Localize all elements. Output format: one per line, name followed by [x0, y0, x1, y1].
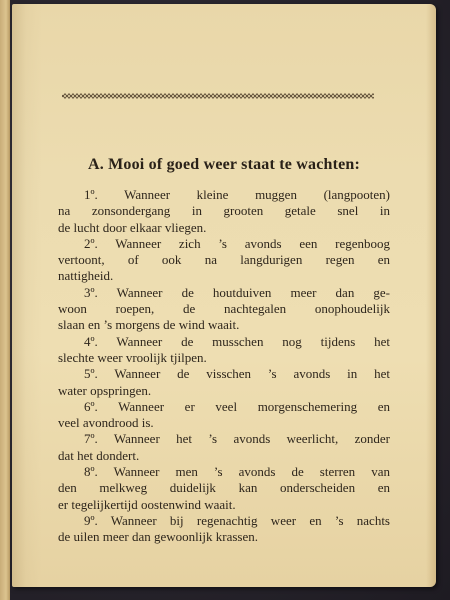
- previous-page-edge: [0, 0, 10, 600]
- list-item: [58, 464, 390, 513]
- list-item: [58, 513, 390, 546]
- list-item-first-line: 4º. Wanneer de musschen nog tijdens het: [84, 333, 390, 349]
- list-item: [58, 334, 390, 367]
- list-item-line: slaan en ’s morgens de wind waait.: [58, 317, 240, 333]
- list-item: [58, 187, 390, 236]
- list-item-line: de uilen meer dan gewoonlijk krassen.: [58, 529, 258, 545]
- list-item-first-line: 7º. Wanneer het ’s avonds weerlicht, zonder: [84, 431, 390, 447]
- list-item-line: nattigheid.: [58, 268, 114, 284]
- weather-signs-list: [58, 187, 390, 546]
- list-item: [58, 236, 390, 285]
- list-item-line: veel avondrood is.: [58, 415, 154, 431]
- section-heading: A. Mooi of goed weer staat te wachten:: [87, 156, 361, 173]
- page-edge-shadow: [426, 4, 436, 587]
- list-item-first-line: 3º. Wanneer de houtduiven meer dan ge-: [84, 284, 390, 300]
- list-item-line: dat het dondert.: [58, 447, 140, 463]
- list-item: [58, 285, 390, 334]
- decorative-wavy-rule: [62, 92, 374, 100]
- book-page: [12, 4, 436, 587]
- list-item-line: woon roepen, de nachtegalen onophoudelijk: [58, 301, 390, 317]
- list-item-first-line: 1º. Wanneer kleine muggen (langpooten): [84, 187, 390, 202]
- list-item-line: de lucht door elkaar vliegen.: [58, 219, 207, 235]
- list-item-line: vertoont, of ook na langdurigen regen en: [58, 252, 390, 268]
- list-item-first-line: 2º. Wanneer zich ’s avonds een regenboog: [84, 235, 390, 251]
- list-item-line: water opspringen.: [58, 382, 152, 398]
- list-item: [58, 431, 390, 464]
- list-item-first-line: 8º. Wanneer men ’s avonds de sterren van: [84, 464, 390, 480]
- list-item-line: er tegelijkertijd oostenwind waait.: [58, 496, 236, 512]
- list-item: [58, 366, 390, 399]
- list-item-line: na zonsondergang in grooten getale snel in: [58, 203, 390, 219]
- list-item-first-line: 9º. Wanneer bij regenachtig weer en ’s nachts: [84, 512, 390, 528]
- list-item-first-line: 6º. Wanneer er veel morgenschemering en: [84, 398, 390, 414]
- list-item-line: slechte weer vroolijk tjilpen.: [58, 349, 207, 365]
- list-item: [58, 399, 390, 432]
- list-item-first-line: 5º. Wanneer de visschen ’s avonds in het: [84, 366, 390, 382]
- list-item-line: den melkweg duidelijk kan onderscheiden en: [58, 480, 390, 496]
